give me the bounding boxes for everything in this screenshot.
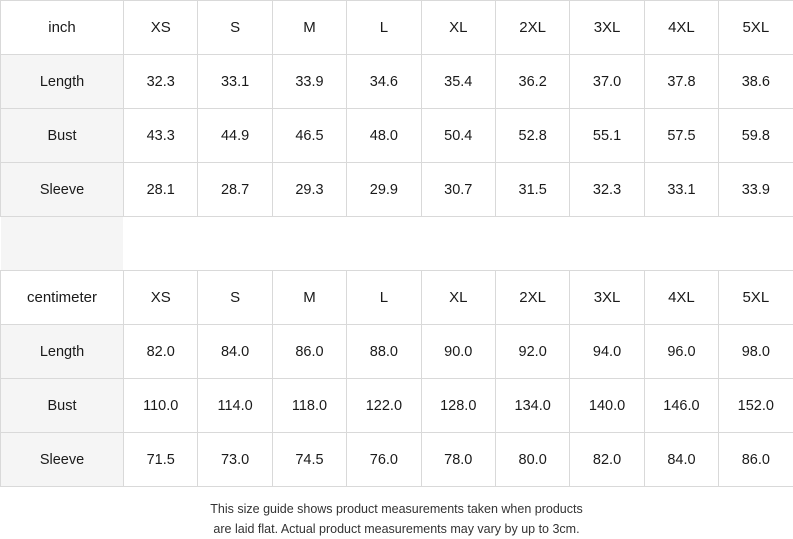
table-spacer <box>0 217 793 270</box>
table-header-row-centimeter <box>1 271 793 325</box>
cell-sleeve-5xl-inch: 33.9 <box>719 163 793 217</box>
size-header-s: S <box>198 1 272 55</box>
cell-sleeve-4xl-cm: 84.0 <box>644 433 718 487</box>
cell-bust-s-cm: 114.0 <box>198 379 272 433</box>
row-label-length-cm: Length <box>1 325 124 379</box>
cell-sleeve-5xl-cm: 86.0 <box>719 433 793 487</box>
cell-bust-4xl-inch: 57.5 <box>644 109 718 163</box>
cell-bust-xl-cm: 128.0 <box>421 379 495 433</box>
size-header-xl: XL <box>421 1 495 55</box>
cell-sleeve-2xl-cm: 80.0 <box>495 433 569 487</box>
size-header-2xl-cm: 2XL <box>495 271 569 325</box>
size-table-centimeter <box>0 270 793 487</box>
cell-length-5xl-inch: 38.6 <box>719 55 793 109</box>
size-guide-footnote <box>0 487 793 539</box>
size-header-l: L <box>347 1 421 55</box>
cell-sleeve-4xl-inch: 33.1 <box>644 163 718 217</box>
row-label-sleeve-inch: Sleeve <box>1 163 124 217</box>
unit-label-centimeter: centimeter <box>1 271 124 325</box>
size-header-m-cm: M <box>272 271 346 325</box>
cell-bust-5xl-cm: 152.0 <box>719 379 793 433</box>
size-header-3xl-cm: 3XL <box>570 271 644 325</box>
cell-bust-xs-cm: 110.0 <box>124 379 198 433</box>
cell-length-xs-cm: 82.0 <box>124 325 198 379</box>
table-spacer-left <box>0 217 123 270</box>
table-row <box>1 55 793 109</box>
cell-sleeve-xs-cm: 71.5 <box>124 433 198 487</box>
cell-bust-2xl-inch: 52.8 <box>495 109 569 163</box>
cell-length-xs-inch: 32.3 <box>124 55 198 109</box>
cell-sleeve-s-cm: 73.0 <box>198 433 272 487</box>
size-header-5xl: 5XL <box>719 1 793 55</box>
cell-length-s-cm: 84.0 <box>198 325 272 379</box>
cell-length-l-cm: 88.0 <box>347 325 421 379</box>
cell-length-xl-inch: 35.4 <box>421 55 495 109</box>
cell-sleeve-s-inch: 28.7 <box>198 163 272 217</box>
cell-sleeve-xl-inch: 30.7 <box>421 163 495 217</box>
cell-sleeve-m-inch: 29.3 <box>272 163 346 217</box>
size-table-inch <box>0 0 793 217</box>
footnote-line-2: are laid flat. Actual product measurements may vary by up to 3cm. <box>0 519 793 539</box>
table-spacer-right <box>123 217 793 270</box>
size-header-l-cm: L <box>347 271 421 325</box>
cell-bust-m-inch: 46.5 <box>272 109 346 163</box>
cell-length-4xl-inch: 37.8 <box>644 55 718 109</box>
cell-bust-3xl-inch: 55.1 <box>570 109 644 163</box>
row-label-bust-cm: Bust <box>1 379 124 433</box>
cell-bust-m-cm: 118.0 <box>272 379 346 433</box>
cell-length-s-inch: 33.1 <box>198 55 272 109</box>
cell-length-3xl-cm: 94.0 <box>570 325 644 379</box>
cell-length-m-inch: 33.9 <box>272 55 346 109</box>
cell-bust-l-cm: 122.0 <box>347 379 421 433</box>
cell-sleeve-3xl-inch: 32.3 <box>570 163 644 217</box>
table-row <box>1 325 793 379</box>
row-label-length-inch: Length <box>1 55 124 109</box>
cell-bust-4xl-cm: 146.0 <box>644 379 718 433</box>
cell-length-m-cm: 86.0 <box>272 325 346 379</box>
cell-bust-xs-inch: 43.3 <box>124 109 198 163</box>
cell-length-2xl-cm: 92.0 <box>495 325 569 379</box>
cell-sleeve-2xl-inch: 31.5 <box>495 163 569 217</box>
row-label-bust-inch: Bust <box>1 109 124 163</box>
table-row <box>1 109 793 163</box>
size-header-xl-cm: XL <box>421 271 495 325</box>
cell-length-3xl-inch: 37.0 <box>570 55 644 109</box>
cell-bust-3xl-cm: 140.0 <box>570 379 644 433</box>
cell-bust-l-inch: 48.0 <box>347 109 421 163</box>
row-label-sleeve-cm: Sleeve <box>1 433 124 487</box>
size-header-xs-cm: XS <box>124 271 198 325</box>
cell-bust-xl-inch: 50.4 <box>421 109 495 163</box>
cell-sleeve-xs-inch: 28.1 <box>124 163 198 217</box>
cell-length-xl-cm: 90.0 <box>421 325 495 379</box>
table-header-row-inch <box>1 1 793 55</box>
cell-sleeve-xl-cm: 78.0 <box>421 433 495 487</box>
size-header-2xl: 2XL <box>495 1 569 55</box>
cell-bust-s-inch: 44.9 <box>198 109 272 163</box>
cell-sleeve-l-inch: 29.9 <box>347 163 421 217</box>
cell-length-l-inch: 34.6 <box>347 55 421 109</box>
table-row <box>1 379 793 433</box>
size-header-s-cm: S <box>198 271 272 325</box>
cell-sleeve-l-cm: 76.0 <box>347 433 421 487</box>
size-header-xs: XS <box>124 1 198 55</box>
size-header-4xl-cm: 4XL <box>644 271 718 325</box>
cell-length-4xl-cm: 96.0 <box>644 325 718 379</box>
footnote-line-1: This size guide shows product measurements taken when products <box>0 499 793 519</box>
size-header-5xl-cm: 5XL <box>719 271 793 325</box>
size-header-3xl: 3XL <box>570 1 644 55</box>
cell-sleeve-3xl-cm: 82.0 <box>570 433 644 487</box>
unit-label-inch: inch <box>1 1 124 55</box>
size-header-4xl: 4XL <box>644 1 718 55</box>
cell-length-2xl-inch: 36.2 <box>495 55 569 109</box>
cell-length-5xl-cm: 98.0 <box>719 325 793 379</box>
table-row <box>1 163 793 217</box>
table-row <box>1 433 793 487</box>
cell-sleeve-m-cm: 74.5 <box>272 433 346 487</box>
cell-bust-5xl-inch: 59.8 <box>719 109 793 163</box>
size-header-m: M <box>272 1 346 55</box>
cell-bust-2xl-cm: 134.0 <box>495 379 569 433</box>
